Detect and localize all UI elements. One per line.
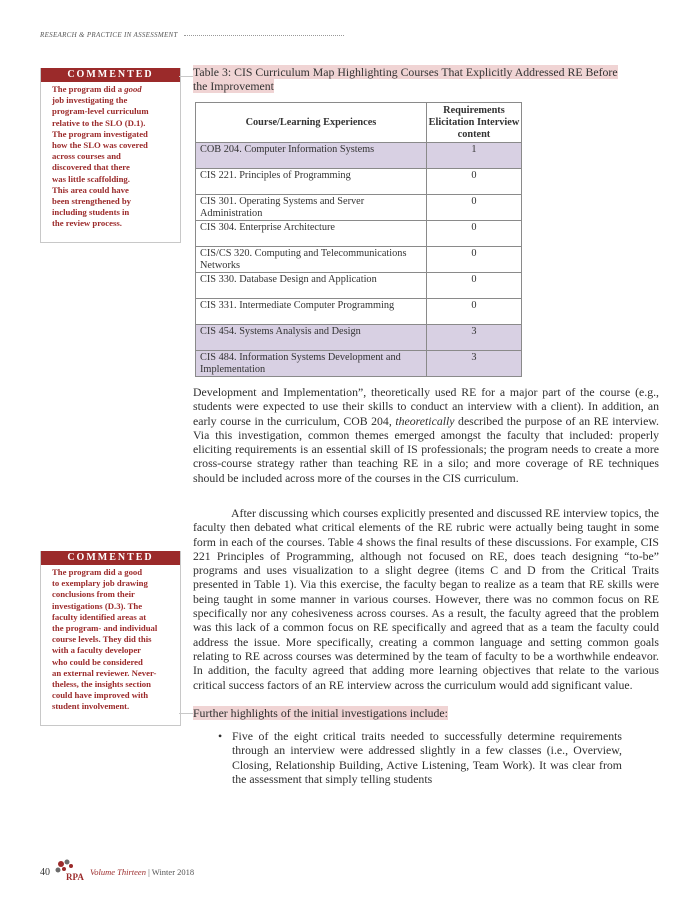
table-row: CIS 484. Information Systems Development and Implementation 3 [196, 351, 522, 377]
journal-info: Volume Thirteen | Winter 2018 [90, 867, 195, 877]
table-row: CIS/CS 320. Computing and Telecommunications Networks 0 [196, 247, 522, 273]
comment-leader-line [179, 76, 193, 77]
curriculum-map-table [195, 102, 522, 377]
column-header-re-content: Requirements Elicitation Interview content [426, 103, 521, 143]
body-paragraph-2: After discussing which courses explicitly presented and discussed RE interview topics, the faculty then debated what critical elements of the RE rubric were actually being taught in some form in each of the courses. Table 4 shows the final results of these discussions. For example, CIS 221 Principles of Programming, although not focused on RE, does teach designing “to-be” programs and uses visualization to a slight degree (items C and D from the Critical Traits presented in Table 1). Via this exercise, the faculty began to realize as a team that RE skills were being taught in some manner in various courses. However, there was no common focus on RE specifically nor any cohesiveness across courses. As a result, the faculty agreed that the problem was this lack of a common focus on RE specifically and agreed that as a team the faculty could address the issue. More specifically, creating a common language and setting common goals relating to RE across courses was determined by the team of faculty to be a worthwhile endeavor. In addition, the faculty agreed that adding more learning objectives that relate to the various critical success factors of an RE interview across the curriculum would add significant value. [193, 506, 659, 692]
bullet-symbol: • [218, 729, 223, 743]
table-row: CIS 304. Enterprise Architecture 0 [196, 221, 522, 247]
table-caption: Table 3: CIS Curriculum Map Highlighting Courses That Explicitly Addressed RE Before the Improvement [193, 65, 618, 93]
comment-box-2 [40, 551, 181, 726]
highlights-intro: Further highlights of the initial investigations include: [193, 706, 448, 720]
rpa-logo-icon [53, 858, 89, 888]
comment-header: COMMENTED [41, 68, 180, 82]
page-number: 40 [40, 867, 50, 878]
running-head: RESEARCH & PRACTICE IN ASSESSMENT [40, 31, 344, 39]
comment-header: COMMENTED [41, 551, 180, 565]
logo-text: RPA [66, 872, 84, 882]
body-paragraph-1: Development and Implementation”, theoretically used RE for a major part of the course (e.g., students were expected to use their skills to conduct an interview with a client). In addition, an early course in the curriculum, COB 204, theoretically described the purpose of an RE interview. Via this investigation, common themes emerged amongst the faculty that included: properly eliciting requirements is an essential skill of IS professionals; the program needs to create a more cross-course strategy rather than teaching RE in a silo; and more coverage of RE techniques should be included across more of the courses in the CIS curriculum. [193, 385, 660, 485]
comment-text: The program did a good to exemplary job drawing conclusions from their investigations (D.3). The faculty identified areas at the program- and individual course levels. They did this with a faculty developer who could be considered an external reviewer. Never- theless, the insights section could have improved with student involvement. [52, 567, 158, 712]
bullet-text: Five of the eight critical traits needed to successfully determine requirements through an interview were addressed slightly in a few classes (i.e., Overview, Closing, Relationship Building, Active Listening, Team Work). It was clear from the assessment that simply telling students [232, 729, 622, 786]
table-row: CIS 454. Systems Analysis and Design 3 [196, 325, 522, 351]
table-row: CIS 221. Principles of Programming 0 [196, 169, 522, 195]
table-row: CIS 330. Database Design and Application 0 [196, 273, 522, 299]
table-row: CIS 331. Intermediate Computer Programming 0 [196, 299, 522, 325]
comment-text: The program did a good job investigating the program-level curriculum relative to the SLO (D.1). The program investigated how the SLO was covered across courses and discovered that there was little scaffolding. This area could have been strengthened by including students in the review process. [52, 84, 149, 229]
bullet-item [218, 729, 622, 786]
column-header-course: Course/Learning Experiences [196, 103, 427, 143]
page-footer [0, 858, 700, 888]
comment-leader-line [179, 713, 193, 714]
table-row: CIS 301. Operating Systems and Server Administration 0 [196, 195, 522, 221]
table-row: COB 204. Computer Information Systems 1 [196, 143, 522, 169]
comment-box-1 [40, 68, 181, 243]
